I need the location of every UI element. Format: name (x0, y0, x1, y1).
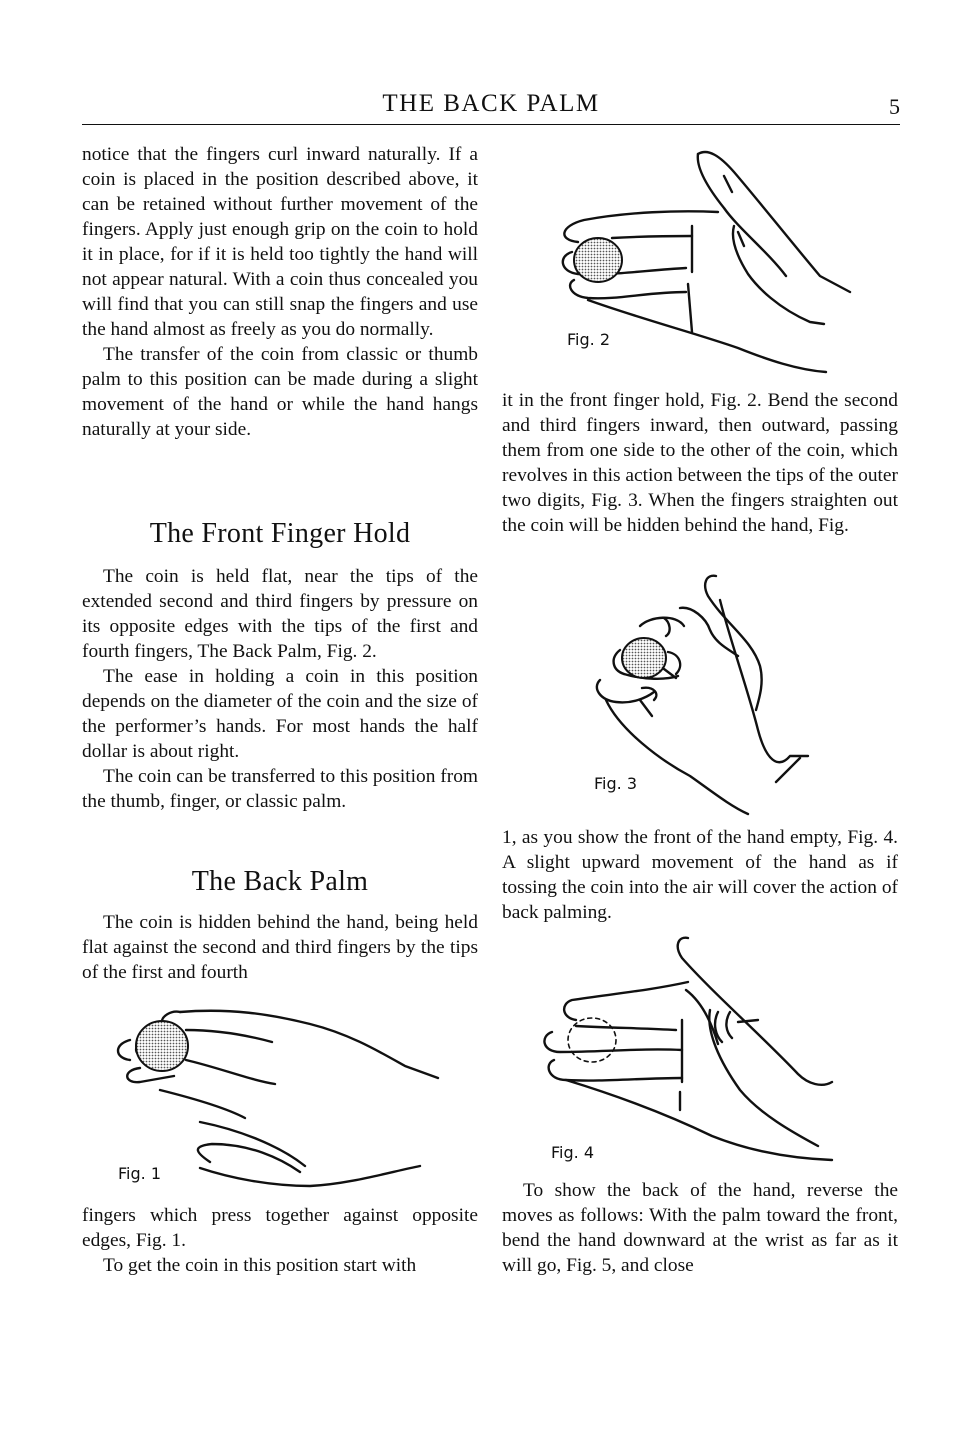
left-column-middle (82, 564, 478, 814)
figure-3 (580, 570, 830, 820)
section-heading-front-finger-hold-wrap (82, 518, 478, 550)
figure-label: Fig. 1 (118, 1164, 161, 1183)
paragraph: The coin can be transferred to this position from the thumb, finger, or classic palm. (82, 766, 478, 812)
figure-1 (100, 1000, 460, 1200)
paragraph: The coin is hidden behind the hand, being held flat against the second and third fingers by the tips of the first and fourth (82, 912, 478, 983)
figure-label: Fig. 2 (567, 330, 610, 349)
paragraph: 1, as you show the front of the hand empty, Fig. 4. A slight upward movement of the hand as if tossing the coin into the air will cover the action of back palming. (502, 827, 898, 923)
right-column-top (502, 388, 898, 538)
paragraph: The coin is held flat, near the tips of the extended second and third fingers by pressure on its opposite edges with the tips of the first and fourth fingers, The Back Palm, Fig. 2. (82, 566, 478, 662)
paragraph: The transfer of the coin from classic or thumb palm to this position can be made during a slight movement of the hand or while the hand hangs naturally at your side. (82, 344, 478, 440)
left-column-back-palm-text (82, 910, 478, 985)
paragraph: notice that the fingers curl inward naturally. If a coin is placed in the position described above, it can be retained without further movement of the fingers. Apply just enough grip on the coin to hold it in place, for if it is held too tightly the hand will not appear natural. With a coin thus concealed you will find that you can still snap the fingers and use the hand almost as freely as you do normally. (82, 144, 478, 340)
hand-front-empty-illustration (532, 932, 862, 1172)
page-number: 5 (889, 94, 900, 119)
left-column-top (82, 142, 478, 442)
page-header (82, 90, 900, 125)
paragraph: The ease in holding a coin in this position depends on the diameter of the coin and the size of the performer’s hands. For most hands the half dollar is about right. (82, 666, 478, 762)
section-heading: The Front Finger Hold (149, 518, 411, 549)
running-title: THE BACK PALM (382, 90, 600, 117)
figure-4 (532, 932, 862, 1172)
right-column-bottom (502, 1178, 898, 1278)
left-column-bottom (82, 1203, 478, 1278)
paragraph: To show the back of the hand, reverse the moves as follows: With the palm toward the front, bend the hand downward at the wrist as far as it will go, Fig. 5, and close (502, 1180, 898, 1276)
section-heading-back-palm-wrap (82, 866, 478, 898)
paragraph: fingers which press together against opposite edges, Fig. 1. (82, 1205, 478, 1251)
section-heading: The Back Palm (191, 866, 369, 897)
paragraph: To get the coin in this position start with (103, 1255, 417, 1276)
paragraph: it in the front finger hold, Fig. 2. Bend the second and third fingers inward, then outward, passing them from one side to the other of the coin, which revolves in this action between the tips of the outer two digits, Fig. 3. When the fingers straighten out the coin will be hidden behind the hand, Fig. (502, 390, 898, 536)
right-column-middle (502, 825, 898, 925)
figure-label: Fig. 4 (551, 1143, 594, 1162)
figure-2 (548, 148, 858, 378)
figure-label: Fig. 3 (594, 774, 637, 793)
